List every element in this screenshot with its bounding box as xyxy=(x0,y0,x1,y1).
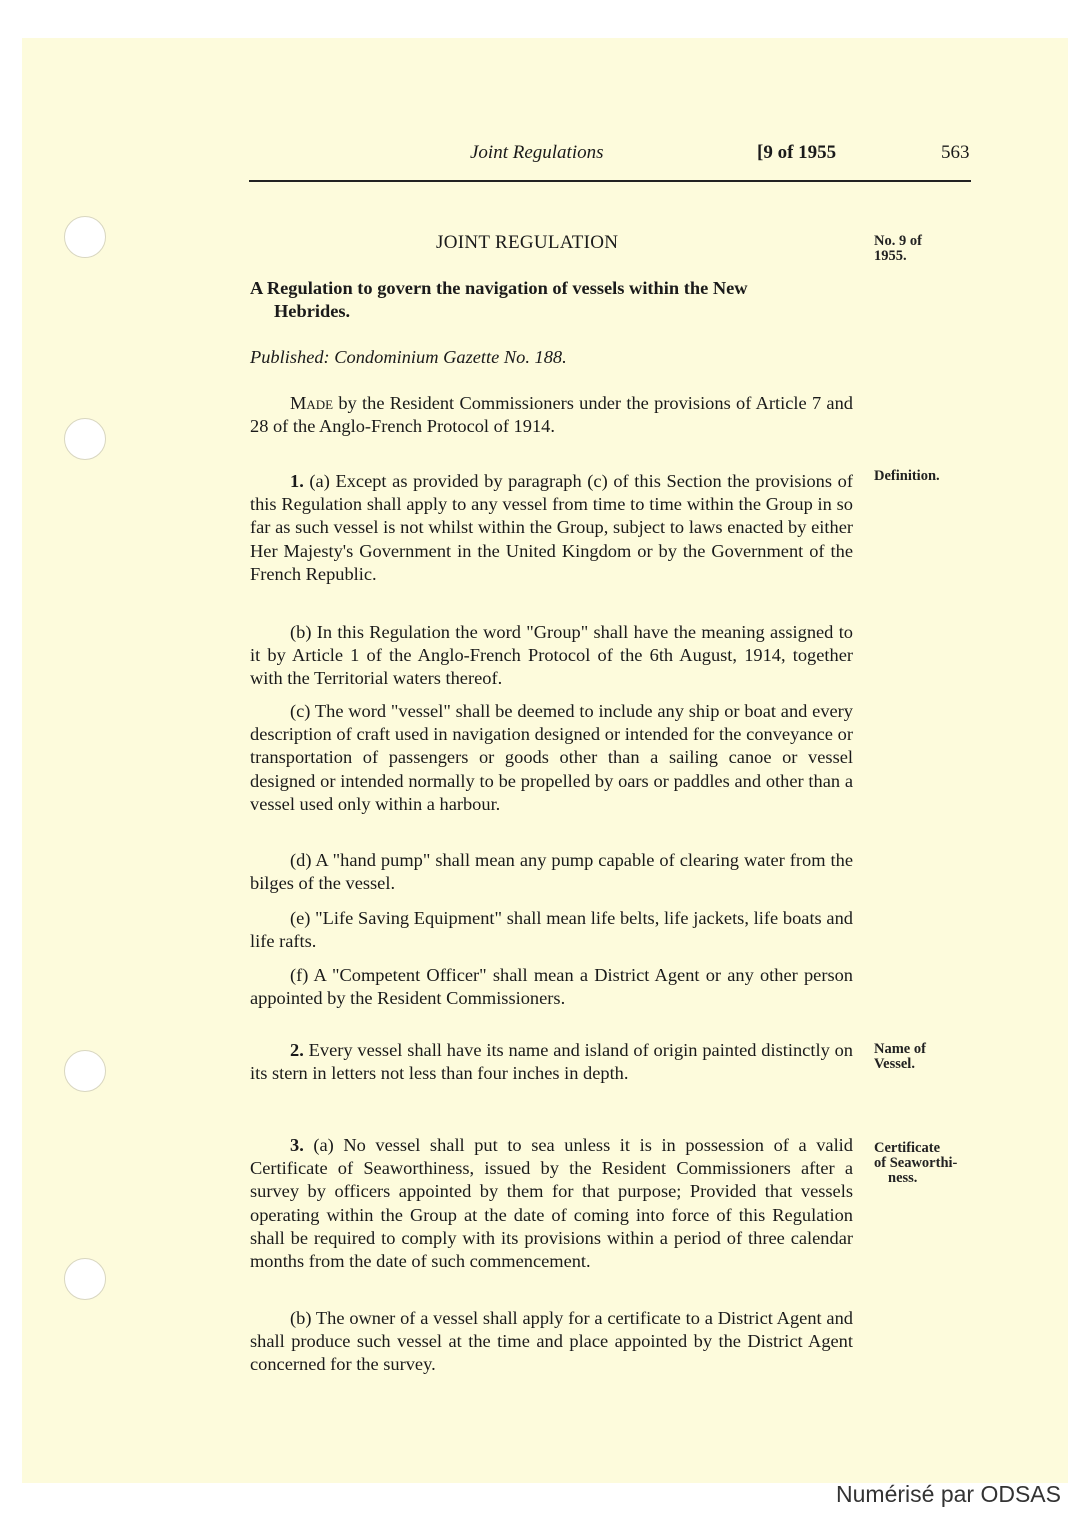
paragraph-text: (b) In this Regulation the word "Group" shall have the meaning assigned to it by Article 1 of the Anglo-French Protocol of the 6th August, 1914, together with the Territorial waters thereof. xyxy=(250,622,853,689)
section-number: 3. xyxy=(290,1135,304,1155)
made-text: by the Resident Commissioners under the provisions of Article 7 and 28 of the Anglo-French Protocol of 1914. xyxy=(250,393,853,437)
margin-note-line: Certificate xyxy=(874,1140,941,1156)
paragraph-text: (f) A "Competent Officer" shall mean a District Agent or any other person appointed by the Resident Commissioners. xyxy=(250,965,853,1009)
section-text: (a) No vessel shall put to sea unless it is in possession of a valid Certificate of Seaworthiness, issued by the Resident Commissioners after a survey by officers appointed by them for that purpose; Provided that vessels operating within the Group at the date of coming into force of this Regulation shall be required to comply with its provisions within a period of three calendar months from the date of such commencement. xyxy=(250,1135,853,1272)
margin-note-line: 1955. xyxy=(874,248,907,264)
margin-note-certificate xyxy=(874,1141,969,1186)
published-note: Published: Condominium Gazette No. 188. xyxy=(250,347,567,367)
paragraph-text: (c) The word "vessel" shall be deemed to include any ship or boat and every description of craft used in navigation designed or intended for the conveyance or transportation of passengers or goods other than a sailing canoe or vessel designed or intended normally to be propelled by oars or paddles and other than a vessel used only within a harbour. xyxy=(250,701,853,814)
made-lead: Made xyxy=(290,393,334,413)
margin-note-line: of Seaworthi- xyxy=(874,1155,958,1171)
page-number: 563 xyxy=(941,142,970,163)
document-heading: JOINT REGULATION xyxy=(436,232,619,253)
margin-note-line: No. 9 of xyxy=(874,233,922,249)
section-1a xyxy=(250,470,853,586)
section-1f xyxy=(250,964,853,1010)
regulation-title xyxy=(250,277,853,323)
section-text: (a) Except as provided by paragraph (c) of this Section the provisions of this Regulation shall apply to any vessel from time to time within the Group in so far as such vessel is not whilst within the Group, subject to laws enacted by either Her Majesty's Government in the United Kingdom or by the Government of the French Republic. xyxy=(250,471,853,584)
margin-note-reg-ref xyxy=(874,234,969,264)
section-number: 2. xyxy=(290,1040,304,1060)
section-1e xyxy=(250,907,853,953)
section-2 xyxy=(250,1039,853,1085)
paragraph-text: (b) The owner of a vessel shall apply for a certificate to a District Agent and shall produce such vessel at the time and place appointed by the District Agent concerned for the survey. xyxy=(250,1308,853,1375)
section-3a xyxy=(250,1134,853,1273)
margin-note-name-of-vessel xyxy=(874,1042,969,1072)
header-rule xyxy=(249,180,971,182)
punch-hole xyxy=(64,216,106,258)
margin-note-line: Name of xyxy=(874,1041,926,1057)
margin-note-line: ness. xyxy=(888,1170,918,1186)
section-text: Every vessel shall have its name and island of origin painted distinctly on its stern in letters not less than four inches in depth. xyxy=(250,1040,853,1084)
margin-note-line: Vessel. xyxy=(874,1056,915,1072)
regulation-number: [9 of 1955 xyxy=(757,142,837,163)
margin-note-definition: Definition. xyxy=(874,468,940,484)
section-1b xyxy=(250,621,853,691)
punch-hole xyxy=(64,1050,106,1092)
punch-hole xyxy=(64,418,106,460)
section-1d xyxy=(250,849,853,895)
title-line: A Regulation to govern the navigation of vessels within the New xyxy=(250,278,748,298)
enacting-clause xyxy=(250,392,853,438)
section-number: 1. xyxy=(290,471,304,491)
scan-credit: Numérisé par ODSAS xyxy=(836,1481,1061,1507)
paragraph-text: (e) "Life Saving Equipment" shall mean life belts, life jackets, life boats and life rafts. xyxy=(250,908,853,952)
running-title: Joint Regulations xyxy=(470,142,604,163)
section-1c xyxy=(250,700,853,816)
section-3b xyxy=(250,1307,853,1377)
paragraph-text: (d) A "hand pump" shall mean any pump capable of clearing water from the bilges of the vessel. xyxy=(250,850,853,894)
punch-hole xyxy=(64,1258,106,1300)
title-line: Hebrides. xyxy=(274,301,351,322)
